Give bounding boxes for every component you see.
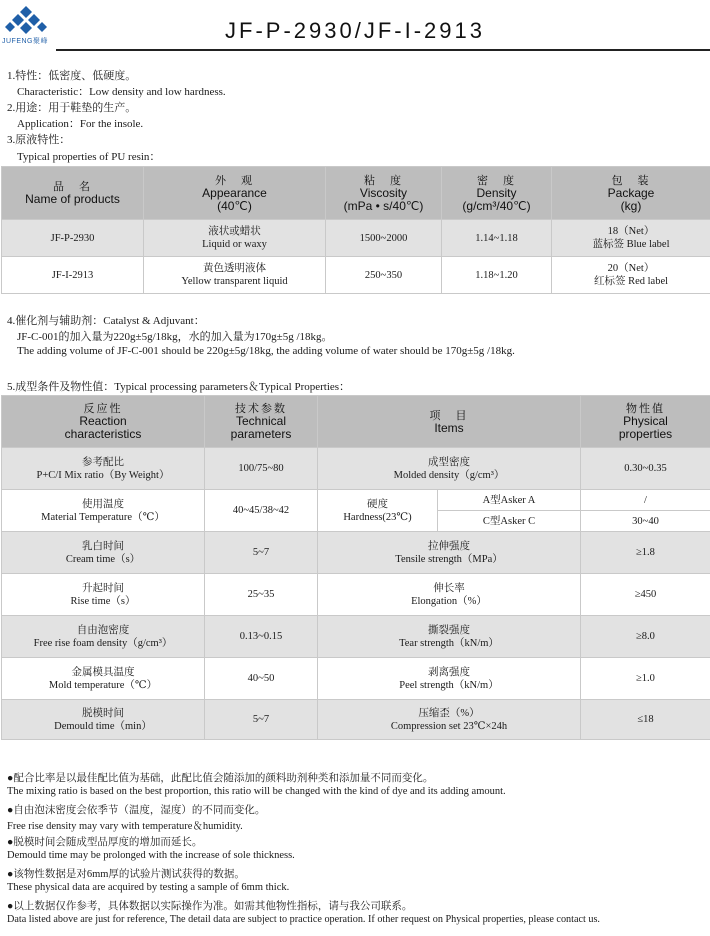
table-row (2, 220, 710, 257)
reaction-cell: 自由泡密度 Free rise foam density（g/cm³） (2, 616, 205, 658)
table-row (2, 490, 710, 511)
hardness-asker-c: C型Asker C (438, 511, 581, 532)
resin-properties-zh: 3.原液特性： (7, 134, 71, 146)
density: 1.18~1.20 (442, 257, 552, 294)
table-row (2, 616, 710, 658)
reaction-cell: 金属模具温度 Mold temperature（℃） (2, 658, 205, 700)
viscosity: 250~350 (326, 257, 442, 294)
header-reaction: 反应性 Reaction characteristics (2, 396, 205, 448)
note-en: Data listed above are just for reference, The detail data are subject to practice operation. If other request on Physical properties, please contact us. (7, 914, 600, 925)
catalyst-title: 4.催化剂与辅助剂：Catalyst & Adjuvant： (7, 315, 205, 327)
header-divider (56, 49, 710, 51)
note-en: Free rise density may vary with temperature＆humidity. (7, 821, 243, 832)
note-zh: ●该物性数据是对6mm厚的试验片测试获得的数据。 (7, 869, 245, 880)
table-row (2, 532, 710, 574)
item-cell: 伸长率 Elongation（%） (318, 574, 581, 616)
appearance: 液状或蜡状 Liquid or waxy (144, 220, 326, 257)
table-row (2, 257, 710, 294)
header-name: 品 名 Name of products (2, 167, 144, 220)
header-items: 项 目 Items (318, 396, 581, 448)
hardness-asker-a: A型Asker A (438, 490, 581, 511)
table-row (2, 700, 710, 740)
product-name: JF-I-2913 (2, 257, 144, 294)
resin-table-header (2, 167, 710, 220)
characteristic-en: Characteristic：Low density and low hardness. (17, 86, 226, 98)
reaction-cell: 使用温度 Material Temperature（℃） (2, 490, 205, 532)
appearance: 黄色透明液体 Yellow transparent liquid (144, 257, 326, 294)
reaction-cell: 参考配比 P+C/I Mix ratio（By Weight） (2, 448, 205, 490)
page-title: JF-P-2930/JF-I-2913 (225, 18, 485, 43)
note-zh: ●配合比率是以最佳配比值为基础，此配比值会随添加的颜料助剂种类和添加量不同而变化。 (7, 773, 434, 784)
table-row (2, 448, 710, 490)
note-en: These physical data are acquired by testing a sample of 6mm thick. (7, 882, 290, 893)
header-viscosity: 粘 度 Viscosity (mPa • s/40℃) (326, 167, 442, 220)
density: 1.14~1.18 (442, 220, 552, 257)
processing-title: 5.成型条件及物性值：Typical processing parameters＆Typical Properties： (7, 381, 351, 393)
characteristic-zh: 1.特性：低密度、低硬度。 (7, 70, 137, 82)
processing-parameters-table (1, 395, 710, 740)
logo-text: JUFENG聚峰 (2, 38, 48, 45)
physical-cell: ≥1.0 (581, 658, 710, 700)
physical-cell: 30~40 (581, 511, 710, 532)
header-package: 包 装 Package (kg) (552, 167, 710, 220)
catalyst-zh: JF-C-001的加入量为220g±5g/18kg，水的加入量为170g±5g /18kg。 (17, 331, 333, 343)
item-cell: 压缩歪（%） Compression set 23℃×24h (318, 700, 581, 740)
table-row (2, 574, 710, 616)
physical-cell: ≥450 (581, 574, 710, 616)
catalyst-en: The adding volume of JF-C-001 should be 220g±5g/18kg, the adding volume of water should be 170g±5g /18kg. (17, 345, 515, 357)
reaction-cell: 升起时间 Rise time（s） (2, 574, 205, 616)
note-zh: ●自由泡沫密度会依季节（温度，湿度）的不同而变化。 (7, 805, 266, 816)
hardness-cell: 硬度 Hardness(23℃) (318, 490, 438, 532)
viscosity: 1500~2000 (326, 220, 442, 257)
technical-cell: 5~7 (205, 700, 318, 740)
header-physical: 物性值 Physical properties (581, 396, 710, 448)
processing-table-header (2, 396, 710, 448)
reaction-cell: 脱模时间 Demould time（min） (2, 700, 205, 740)
table-row (2, 658, 710, 700)
header-technical: 技术参数 Technical parameters (205, 396, 318, 448)
note-en: Demould time may be prolonged with the increase of sole thickness. (7, 850, 295, 861)
note-zh: ●以上数据仅作参考，具体数据以实际操作为准。如需其他物性指标，请与我公司联系。 (7, 901, 413, 912)
item-cell: 拉伸强度 Tensile strength（MPa） (318, 532, 581, 574)
package: 18（Net） 蓝标签 Blue label (552, 220, 710, 257)
header-density: 密 度 Density (g/cm³/40℃) (442, 167, 552, 220)
header-appearance: 外 观 Appearance (40℃) (144, 167, 326, 220)
item-cell: 撕裂强度 Tear strength（kN/m） (318, 616, 581, 658)
package: 20（Net） 红标签 Red label (552, 257, 710, 294)
physical-cell: ≥1.8 (581, 532, 710, 574)
technical-cell: 40~50 (205, 658, 318, 700)
physical-cell: ≥8.0 (581, 616, 710, 658)
application-zh: 2.用途：用于鞋垫的生产。 (7, 102, 137, 114)
product-name: JF-P-2930 (2, 220, 144, 257)
resin-properties-en: Typical properties of PU resin： (17, 151, 161, 163)
physical-cell: 0.30~0.35 (581, 448, 710, 490)
technical-cell: 40~45/38~42 (205, 490, 318, 532)
physical-cell: ≤18 (581, 700, 710, 740)
note-en: The mixing ratio is based on the best proportion, this ratio will be changed with the kind of dye and its adding amount. (7, 786, 506, 797)
note-zh: ●脱模时间会随成型品厚度的增加而延长。 (7, 837, 203, 848)
technical-cell: 25~35 (205, 574, 318, 616)
application-en: Application：For the insole. (17, 118, 144, 130)
technical-cell: 5~7 (205, 532, 318, 574)
item-cell: 成型密度 Molded density（g/cm³） (318, 448, 581, 490)
reaction-cell: 乳白时间 Cream time（s） (2, 532, 205, 574)
resin-properties-table (1, 166, 710, 294)
technical-cell: 0.13~0.15 (205, 616, 318, 658)
technical-cell: 100/75~80 (205, 448, 318, 490)
item-cell: 剥离强度 Peel strength（kN/m） (318, 658, 581, 700)
physical-cell: / (581, 490, 710, 511)
